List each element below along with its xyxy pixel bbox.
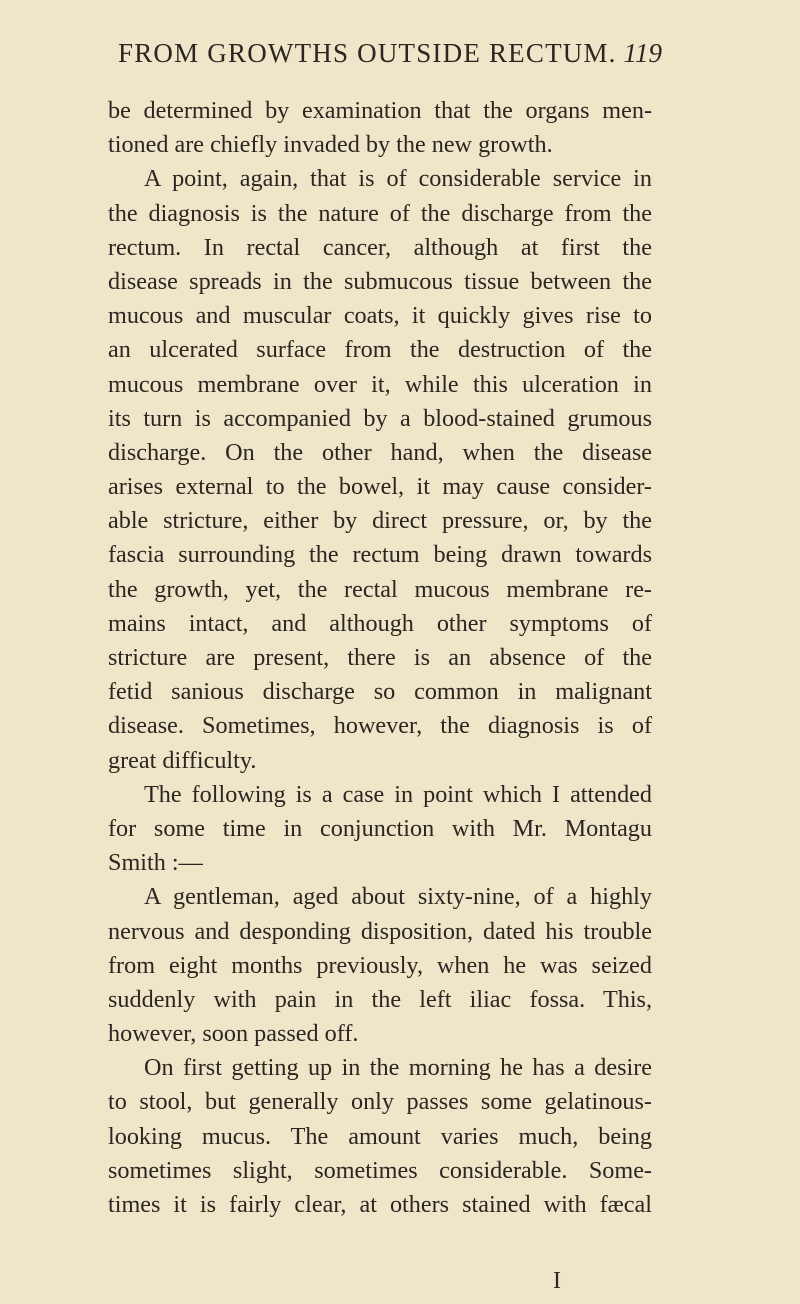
body-text — [108, 94, 652, 1222]
text-line: fetid sanious discharge so common in malignant — [108, 678, 652, 706]
text-line: great difficulty. — [108, 746, 257, 774]
printer-signature: I — [553, 1268, 561, 1294]
text-line: discharge. On the other hand, when the disease — [108, 438, 652, 466]
text-line: A gentleman, aged about sixty-nine, of a highly — [144, 883, 652, 911]
text-line: sometimes slight, sometimes considerable. Some- — [108, 1156, 652, 1184]
text-line: fascia surrounding the rectum being drawn towards — [108, 541, 652, 569]
text-line: mucous and muscular coats, it quickly gives rise to — [108, 302, 652, 330]
text-line: Smith :— — [108, 849, 203, 877]
text-line: the diagnosis is the nature of the discharge from the — [108, 199, 652, 227]
text-line: be determined by examination that the organs men- — [108, 97, 652, 124]
text-line: looking mucus. The amount varies much, being — [108, 1122, 652, 1150]
running-head — [108, 36, 662, 70]
text-line: able stricture, either by direct pressure, or, by the — [108, 507, 652, 535]
text-line: rectum. In rectal cancer, although at first the — [108, 233, 652, 261]
text-line: for some time in conjunction with Mr. Montagu — [108, 814, 652, 842]
text-line: arises external to the bowel, it may cause consider- — [108, 473, 652, 501]
text-line: A point, again, that is of considerable service in — [144, 165, 652, 193]
page-number: 119 — [623, 38, 662, 68]
text-line: On first getting up in the morning he has a desire — [144, 1054, 652, 1082]
text-line: its turn is accompanied by a blood-stained grumous — [108, 404, 652, 432]
text-line: tioned are chiefly invaded by the new growth. — [108, 131, 553, 159]
text-line: mucous membrane over it, while this ulceration in — [108, 370, 652, 398]
text-line: to stool, but generally only passes some gelatinous- — [108, 1088, 652, 1116]
text-line: nervous and desponding disposition, dated his trouble — [108, 917, 652, 945]
text-line: stricture are present, there is an absence of the — [108, 644, 652, 671]
text-line: mains intact, and although other symptoms of — [108, 609, 652, 637]
text-line: an ulcerated surface from the destruction of the — [108, 336, 652, 364]
text-line: disease. Sometimes, however, the diagnosis is of — [108, 712, 652, 740]
text-line: the growth, yet, the rectal mucous membrane re- — [108, 575, 652, 603]
text-line: The following is a case in point which I attended — [144, 780, 652, 808]
text-line: disease spreads in the submucous tissue between the — [108, 267, 652, 295]
text-line: from eight months previously, when he was seized — [108, 951, 652, 979]
text-line: times it is fairly clear, at others stained with fæcal — [108, 1191, 652, 1218]
text-line: however, soon passed off. — [108, 1020, 359, 1048]
running-title: FROM GROWTHS OUTSIDE RECTUM. — [118, 38, 617, 68]
text-line: suddenly with pain in the left iliac fossa. This, — [108, 985, 652, 1013]
